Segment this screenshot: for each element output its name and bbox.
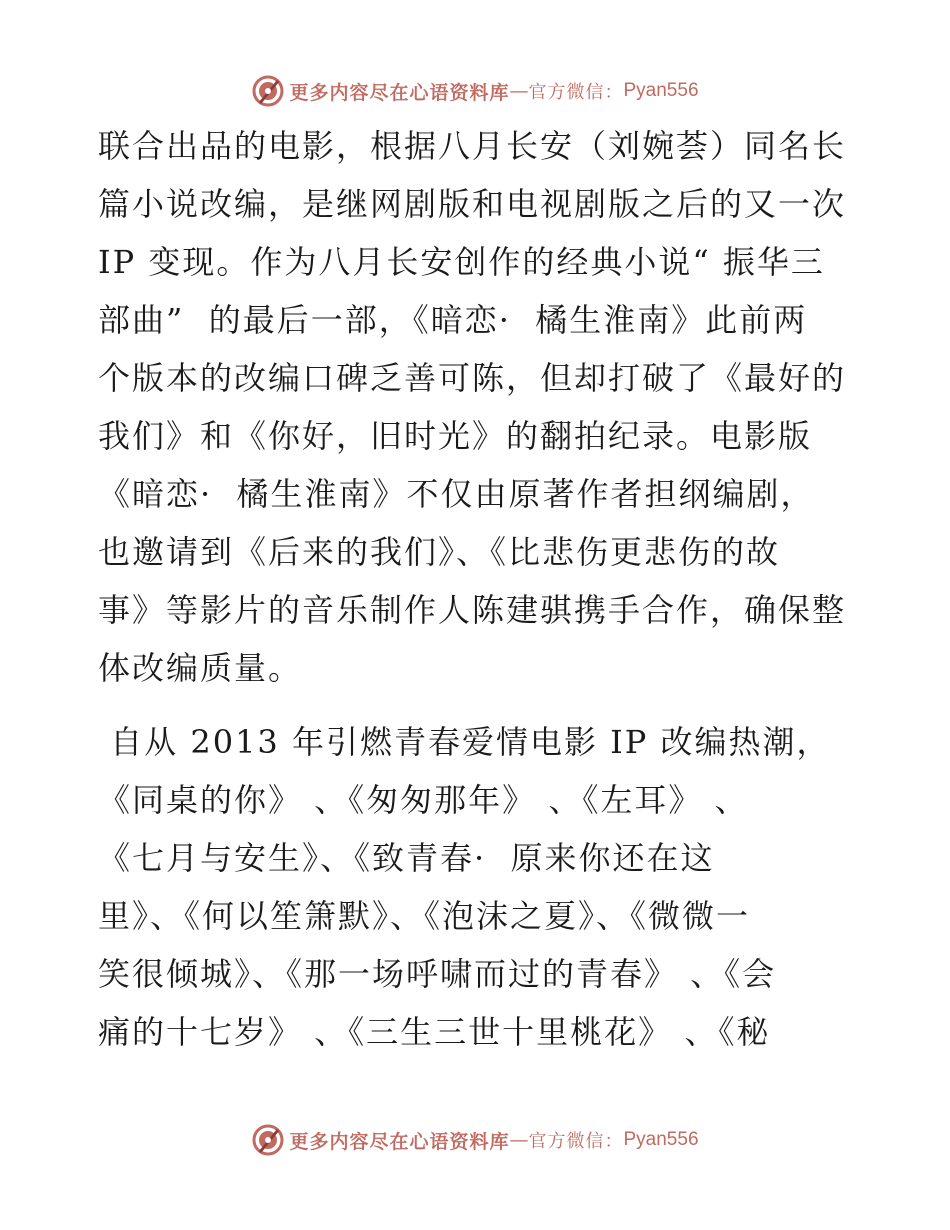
pen-logo-icon (251, 1123, 285, 1157)
body-line: 也邀请到《后来的我们》、《比悲伤更悲伤的故 (98, 533, 781, 571)
body-line: 《七月与安生》、《致青春· 原来你还在这 (98, 839, 715, 877)
banner-dash: — (509, 1129, 529, 1151)
body-line: 《暗恋· 橘生淮南》不仅由原著作者担纲编剧， (98, 475, 815, 513)
body-line: 痛的十七岁》 、《三生三世十里桃花》 、《秘 (98, 1013, 771, 1051)
body-line: IP 变现。作为八月长安创作的经典小说“ 振华三 (98, 243, 825, 281)
banner-main-text: 更多内容尽在心语资料库 (289, 1130, 510, 1153)
body-line: 体改编质量。 (98, 649, 303, 687)
banner-main-text: 更多内容尽在心语资料库 (289, 81, 510, 104)
banner-wechat-id: Pyan556 (623, 1129, 699, 1150)
body-line: 我们》和《你好，旧时光》的翻拍纪录。电影版 (98, 417, 813, 455)
body-line: 笑很倾城》、《那一场呼啸而过的青春》 、《会 (98, 955, 777, 993)
body-line: 篇小说改编，是继网剧版和电视剧版之后的又一次 (98, 185, 847, 223)
banner-wechat-label: 官方微信： (528, 82, 624, 103)
banner-wechat-label: 官方微信： (528, 1131, 624, 1152)
header-banner (0, 73, 950, 109)
banner-dash: — (509, 80, 529, 102)
banner-wechat-id: Pyan556 (623, 80, 699, 101)
body-line: 联合出品的电影，根据八月长安（刘婉荟）同名长 (98, 127, 847, 165)
body-line: 自从 2013 年引燃青春爱情电影 IP 改编热潮， (98, 723, 831, 761)
body-line: 部曲” 的最后一部，《暗恋· 橘生淮南》此前两 (98, 301, 808, 339)
pen-logo-icon (251, 74, 285, 108)
footer-banner (0, 1122, 950, 1158)
body-line: 《同桌的你》 、《匆匆那年》 、《左耳》 、 (98, 781, 749, 819)
body-line: 事》等影片的音乐制作人陈建骐携手合作，确保整 (98, 591, 847, 629)
body-line: 个版本的改编口碑乏善可陈，但却打破了《最好的 (98, 359, 847, 397)
body-line: 里》、《何以笙箫默》、《泡沫之夏》、《微微一 (98, 897, 751, 935)
